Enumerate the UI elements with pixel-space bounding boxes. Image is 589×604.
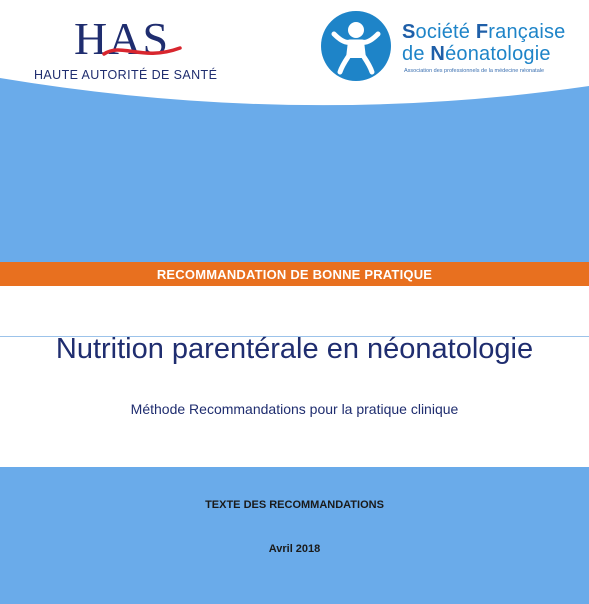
document-subtitle: Méthode Recommandations pour la pratique clinique — [130, 401, 459, 417]
sfn-tagline: Association des professionnels de la médecine néonatale — [404, 68, 545, 74]
document-title: Nutrition parentérale en néonatologie — [55, 333, 534, 365]
has-logo — [30, 10, 230, 85]
publication-date: Avril 2018 — [268, 543, 321, 555]
practice-banner — [0, 262, 589, 286]
sfn-name-line1: Société Française — [402, 21, 566, 43]
sfn-name-line2: de Néonatologie — [402, 43, 551, 65]
has-swoosh-icon — [102, 40, 182, 66]
has-logo-subtitle: HAUTE AUTORITÉ DE SANTÉ — [34, 68, 218, 82]
document-type: TEXTE DES RECOMMANDATIONS — [205, 499, 384, 511]
bottom-color-band — [0, 467, 589, 604]
sfn-logo — [320, 10, 580, 85]
has-logo-letters: HAS — [74, 13, 170, 64]
banner-label: RECOMMANDATION DE BONNE PRATIQUE — [156, 266, 433, 282]
baby-emblem-icon — [320, 10, 392, 82]
